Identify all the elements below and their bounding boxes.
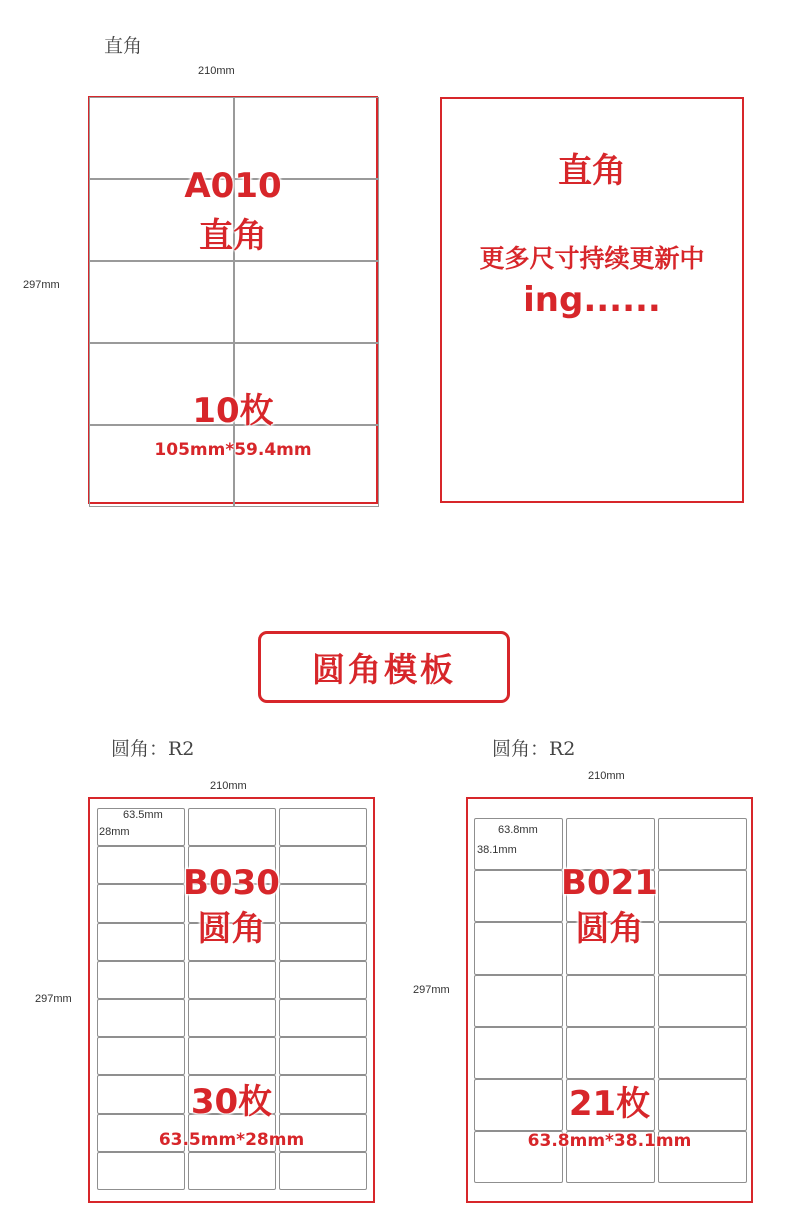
label-cell xyxy=(279,961,367,999)
height-label: 297mm xyxy=(413,984,450,996)
label-cell xyxy=(89,261,234,343)
sheet-code: B030 xyxy=(183,863,280,903)
label-cell xyxy=(658,1027,747,1079)
width-label: 210mm xyxy=(198,65,235,77)
label-cell xyxy=(279,808,367,846)
label-cell xyxy=(566,1027,655,1079)
label-count: 21枚 xyxy=(568,1084,651,1124)
width-label: 210mm xyxy=(588,770,625,782)
label-cell xyxy=(97,999,185,1037)
cell-height-label: 38.1mm xyxy=(477,844,517,856)
label-size: 63.5mm*28mm xyxy=(158,1130,305,1150)
sheet-a010[interactable] xyxy=(88,96,378,504)
label-cell xyxy=(474,1027,563,1079)
label-cell xyxy=(234,425,379,507)
label-cell xyxy=(188,808,276,846)
height-label: 297mm xyxy=(35,993,72,1005)
width-label: 210mm xyxy=(210,780,247,792)
label-cell xyxy=(234,261,379,343)
label-cell xyxy=(97,961,185,999)
label-cell xyxy=(188,1152,276,1190)
caption-round-left: 圆角：R2 xyxy=(111,738,195,760)
label-cell xyxy=(97,1037,185,1075)
ing-text: ing...... xyxy=(523,280,661,320)
label-cell xyxy=(188,961,276,999)
label-cell xyxy=(474,975,563,1027)
label-cell xyxy=(89,425,234,507)
sheet-b021[interactable] xyxy=(466,797,753,1203)
corner-type: 直角 xyxy=(558,151,626,191)
label-cell xyxy=(658,975,747,1027)
caption-square-corner: 直角 xyxy=(104,35,143,57)
sheet-b030[interactable] xyxy=(88,797,375,1203)
height-label: 297mm xyxy=(23,279,60,291)
sheet-more-sizes xyxy=(440,97,744,503)
label-count: 10枚 xyxy=(192,391,274,431)
label-cell xyxy=(188,1037,276,1075)
cell-width-label: 63.5mm xyxy=(123,809,163,821)
corner-type: 直角 xyxy=(199,216,267,256)
label-cell xyxy=(279,1037,367,1075)
label-size: 105mm*59.4mm xyxy=(154,440,312,460)
label-cell xyxy=(566,975,655,1027)
more-sizes-text: 更多尺寸持续更新中 xyxy=(479,244,705,273)
label-cell xyxy=(188,999,276,1037)
label-cell xyxy=(279,1152,367,1190)
corner-type: 圆角 xyxy=(575,909,644,949)
cell-width-label: 63.8mm xyxy=(498,824,538,836)
round-template-title: 圆角模板 xyxy=(258,631,510,703)
sheet-code: B021 xyxy=(561,863,658,903)
label-cell xyxy=(279,999,367,1037)
caption-round-right: 圆角：R2 xyxy=(492,738,576,760)
corner-type: 圆角 xyxy=(197,909,266,949)
sheet-code: A010 xyxy=(184,166,282,206)
label-cell xyxy=(97,1152,185,1190)
label-size: 63.8mm*38.1mm xyxy=(527,1131,692,1151)
label-count: 30枚 xyxy=(190,1082,273,1122)
cell-height-label: 28mm xyxy=(99,826,130,838)
